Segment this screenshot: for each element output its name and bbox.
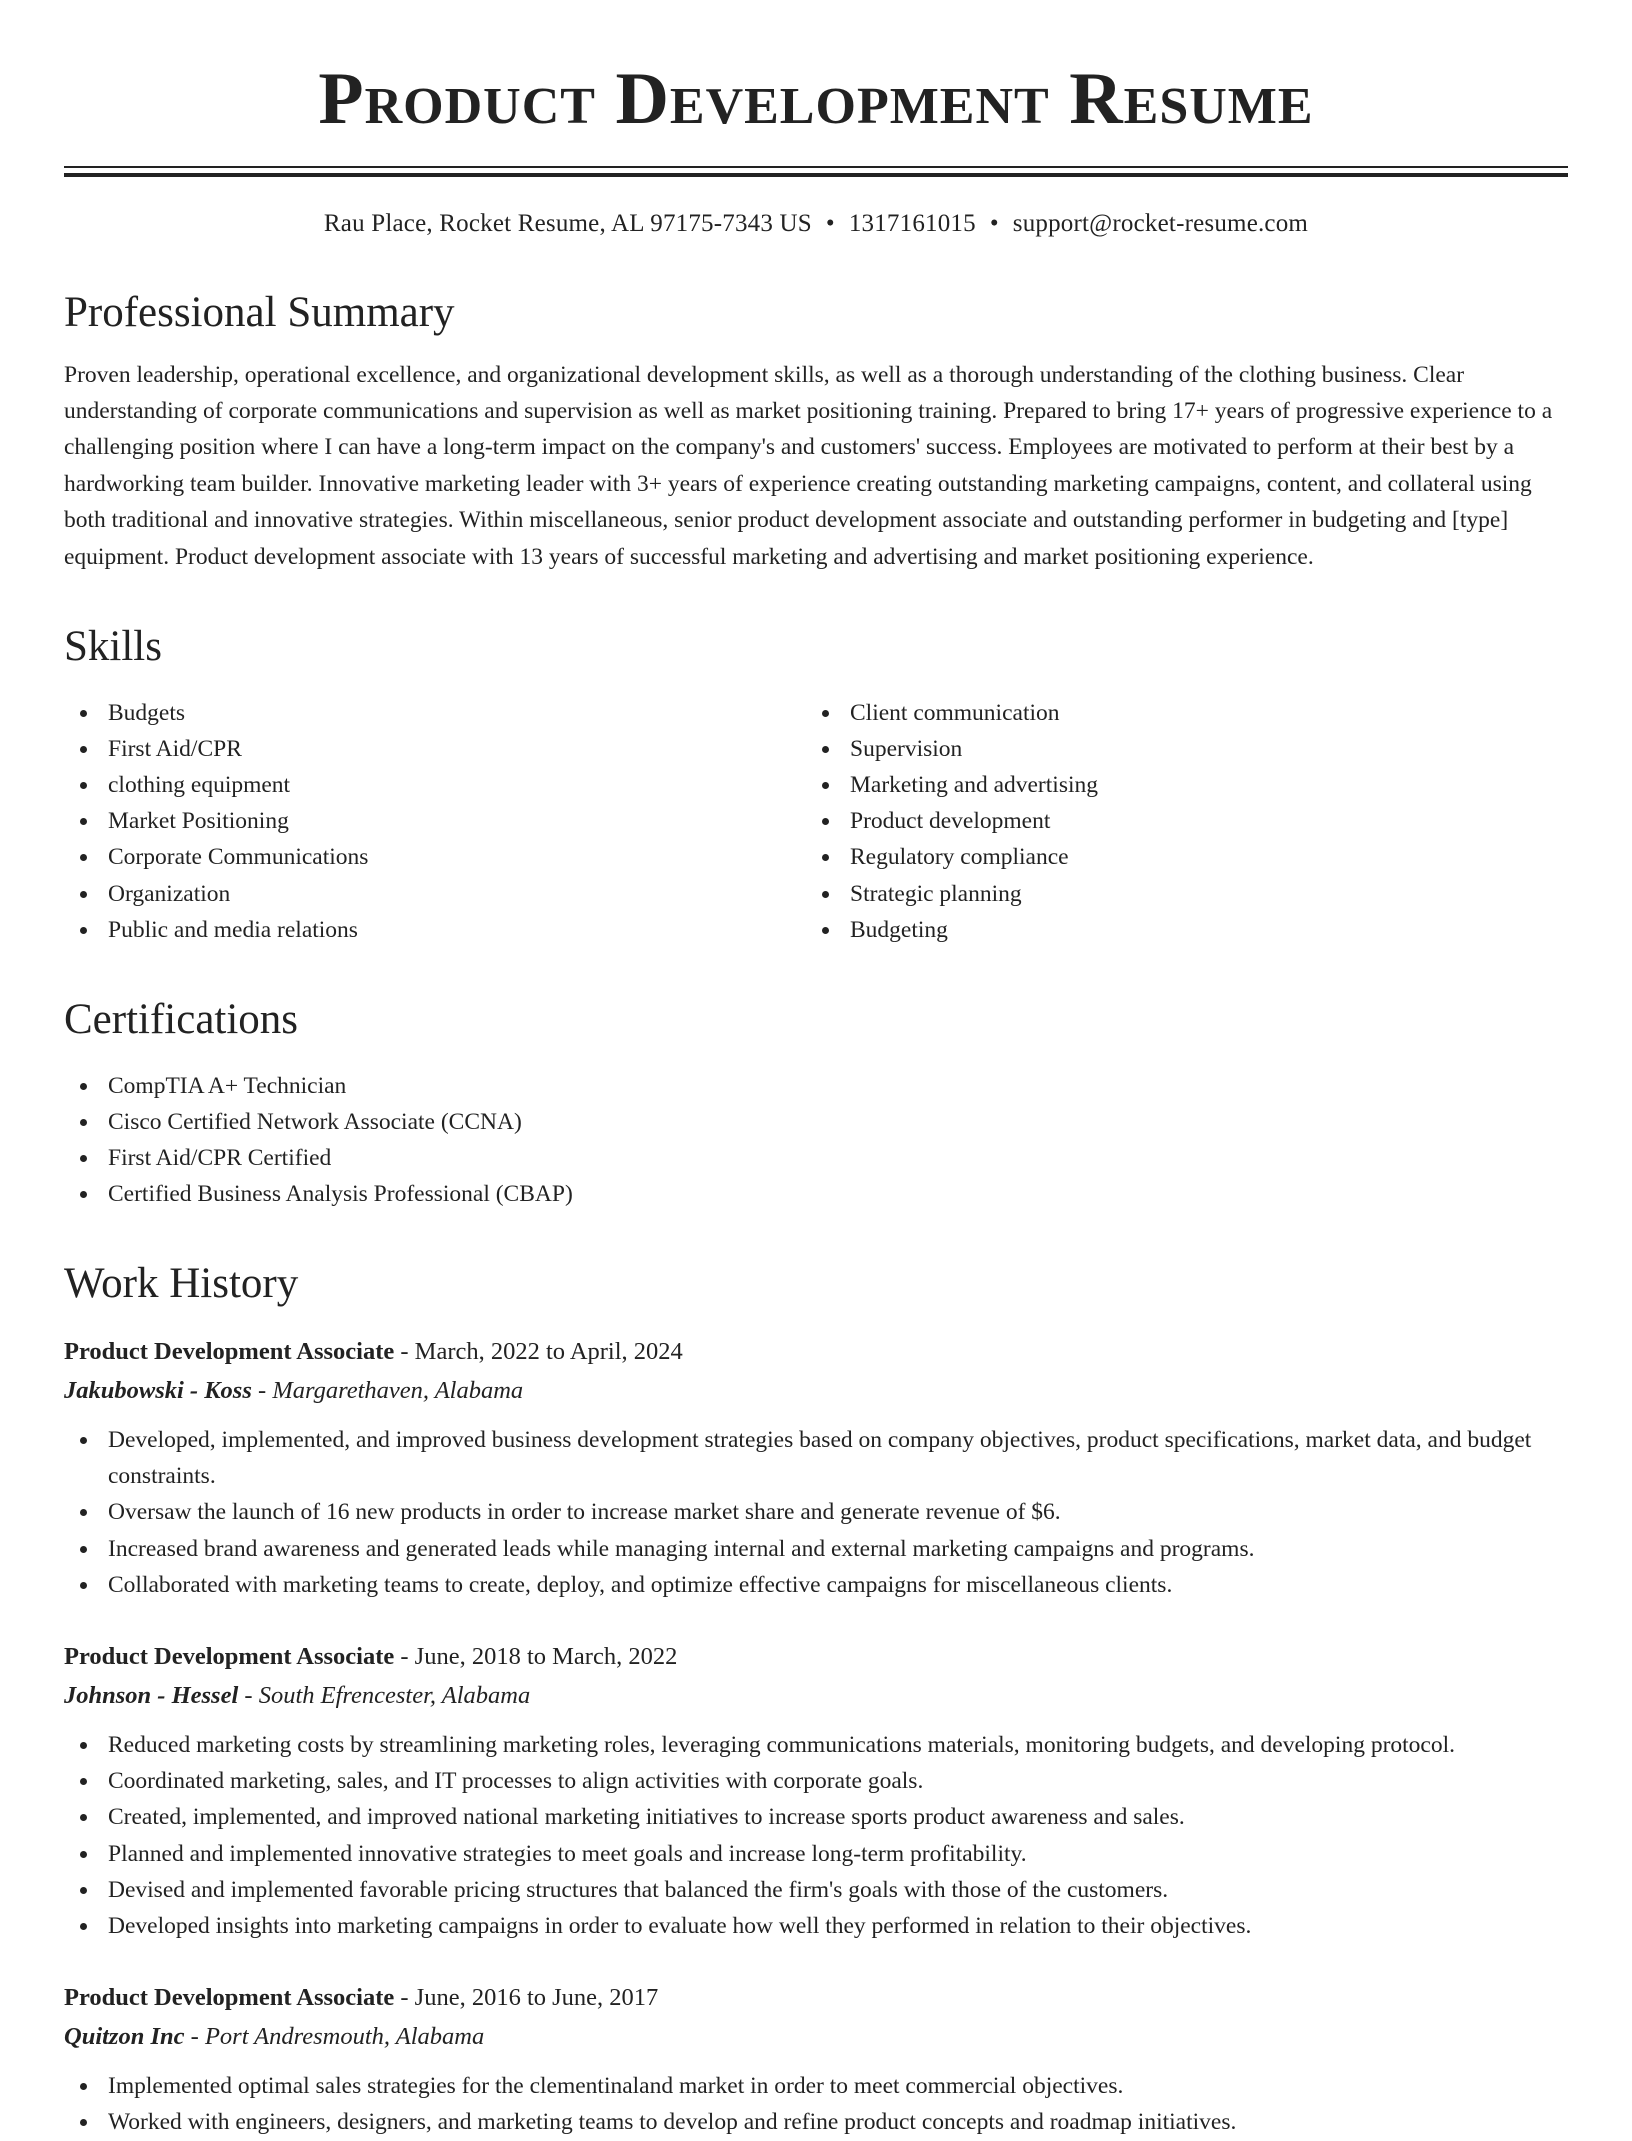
job-bullet: Oversaw the launch of 16 new products in order to increase market share and generate revenue of $6. bbox=[64, 1494, 1568, 1530]
skill-item: Product development bbox=[806, 803, 1548, 839]
contact-email: support@rocket-resume.com bbox=[1012, 210, 1309, 237]
contact-phone: 1317161015 bbox=[848, 210, 976, 237]
skill-item: Strategic planning bbox=[806, 876, 1548, 912]
skill-item: Supervision bbox=[806, 731, 1548, 767]
job-dash: - bbox=[394, 1643, 415, 1671]
job-bullets bbox=[64, 1727, 1568, 1944]
jobs-container bbox=[64, 1332, 1568, 2141]
skills-list-right bbox=[806, 695, 1548, 948]
skill-item: Budgeting bbox=[806, 912, 1548, 948]
job-bullets bbox=[64, 2068, 1568, 2140]
job-bullet: Increased brand awareness and generated leads while managing internal and external marketing campaigns and programs. bbox=[64, 1531, 1568, 1567]
job-location: South Efrencester, Alabama bbox=[258, 1682, 531, 1710]
job-company: Jakubowski - Koss bbox=[64, 1377, 252, 1405]
title-divider bbox=[64, 166, 1568, 177]
contact-address: Rau Place, Rocket Resume, AL 97175-7343 US bbox=[323, 210, 812, 237]
summary-text: Proven leadership, operational excellence, and organizational development skills, as well as a thorough understanding of the clothing business. Clear understanding of corporate communications and supervision as well as market positioning training. Prepared to bring 17+ years of progressive experience to a challenging position where I can have a long-term impact on the company's and customers' success. Employees are motivated to perform at their best by a hardworking team builder. Innovative marketing leader with 3+ years of experience creating outstanding marketing campaigns, content, and collateral using both traditional and innovative strategies. Within miscellaneous, senior product development associate and outstanding performer in budgeting and [type] equipment. Product development associate with 13 years of successful marketing and advertising and market positioning experience. bbox=[64, 361, 1553, 570]
job-entry bbox=[64, 1332, 1568, 1603]
skills-list-left bbox=[64, 695, 806, 948]
skills-section bbox=[64, 621, 1568, 948]
job-bullet: Created, implemented, and improved national marketing initiatives to increase sports product awareness and sales. bbox=[64, 1799, 1568, 1835]
contact-separator: • bbox=[825, 210, 835, 237]
skills-grid bbox=[64, 695, 1568, 948]
certification-item: CompTIA A+ Technician bbox=[64, 1068, 1568, 1104]
skill-item: Corporate Communications bbox=[64, 839, 806, 875]
skill-item: clothing equipment bbox=[64, 767, 806, 803]
skill-item: Public and media relations bbox=[64, 912, 806, 948]
skill-item: Organization bbox=[64, 876, 806, 912]
certifications-list bbox=[64, 1068, 1568, 1213]
job-dash: - bbox=[251, 1377, 273, 1405]
job-title-line bbox=[64, 1978, 1568, 2017]
job-dash: - bbox=[394, 1984, 415, 2012]
job-company-line bbox=[64, 1676, 1568, 1715]
resume-title: Product Development Resume bbox=[318, 58, 1314, 140]
job-company-line bbox=[64, 1371, 1568, 1410]
job-bullet: Implemented optimal sales strategies for the clementinaland market in order to meet commercial objectives. bbox=[64, 2068, 1568, 2104]
job-entry bbox=[64, 1637, 1568, 1944]
job-bullet: Worked with engineers, designers, and marketing teams to develop and refine product concepts and roadmap initiatives. bbox=[64, 2104, 1568, 2140]
skill-item: Marketing and advertising bbox=[806, 767, 1548, 803]
job-dash: - bbox=[238, 1682, 259, 1710]
certification-item: First Aid/CPR Certified bbox=[64, 1140, 1568, 1176]
job-bullets bbox=[64, 1422, 1568, 1603]
job-dash: - bbox=[184, 2023, 205, 2051]
job-title: Product Development Associate bbox=[64, 1984, 395, 2012]
job-location: Port Andresmouth, Alabama bbox=[204, 2023, 485, 2051]
job-dates: June, 2016 to June, 2017 bbox=[414, 1984, 659, 2012]
job-bullet: Developed, implemented, and improved business development strategies based on company objectives, product specifications, market data, and budget constraints. bbox=[64, 1422, 1568, 1494]
skill-item: Client communication bbox=[806, 695, 1548, 731]
job-company-line bbox=[64, 2017, 1568, 2056]
certification-item: Cisco Certified Network Associate (CCNA) bbox=[64, 1104, 1568, 1140]
job-entry bbox=[64, 1978, 1568, 2140]
contact-line bbox=[64, 209, 1568, 239]
work-history-heading: Work History bbox=[64, 1260, 299, 1308]
job-bullet: Collaborated with marketing teams to create, deploy, and optimize effective campaigns for miscellaneous clients. bbox=[64, 1567, 1568, 1603]
summary-section bbox=[64, 287, 1568, 575]
job-bullet: Coordinated marketing, sales, and IT processes to align activities with corporate goals. bbox=[64, 1763, 1568, 1799]
certification-item: Certified Business Analysis Professional (CBAP) bbox=[64, 1176, 1568, 1212]
job-bullet: Devised and implemented favorable pricing structures that balanced the firm's goals with those of the customers. bbox=[64, 1872, 1568, 1908]
job-dash: - bbox=[394, 1338, 415, 1366]
skill-item: Regulatory compliance bbox=[806, 839, 1548, 875]
certifications-heading: Certifications bbox=[64, 996, 299, 1044]
skills-heading: Skills bbox=[64, 623, 162, 671]
job-title: Product Development Associate bbox=[64, 1643, 395, 1671]
skill-item: First Aid/CPR bbox=[64, 731, 806, 767]
job-company: Quitzon Inc bbox=[64, 2023, 185, 2051]
job-title-line bbox=[64, 1637, 1568, 1676]
job-bullet: Reduced marketing costs by streamlining marketing roles, leveraging communications materials, monitoring budgets, and developing protocol. bbox=[64, 1727, 1568, 1763]
contact-separator: • bbox=[989, 210, 999, 237]
job-dates: June, 2018 to March, 2022 bbox=[414, 1643, 678, 1671]
skill-item: Market Positioning bbox=[64, 803, 806, 839]
job-location: Margarethaven, Alabama bbox=[272, 1377, 524, 1405]
summary-heading: Professional Summary bbox=[64, 289, 455, 336]
job-bullet: Planned and implemented innovative strategies to meet goals and increase long-term profitability. bbox=[64, 1836, 1568, 1872]
job-company: Johnson - Hessel bbox=[64, 1682, 239, 1710]
job-title-line bbox=[64, 1332, 1568, 1371]
job-bullet: Developed insights into marketing campaigns in order to evaluate how well they performed in relation to their objectives. bbox=[64, 1908, 1568, 1944]
work-history-section bbox=[64, 1258, 1568, 2140]
job-title: Product Development Associate bbox=[64, 1338, 395, 1366]
certifications-section bbox=[64, 994, 1568, 1212]
job-dates: March, 2022 to April, 2024 bbox=[414, 1338, 683, 1366]
skill-item: Budgets bbox=[64, 695, 806, 731]
